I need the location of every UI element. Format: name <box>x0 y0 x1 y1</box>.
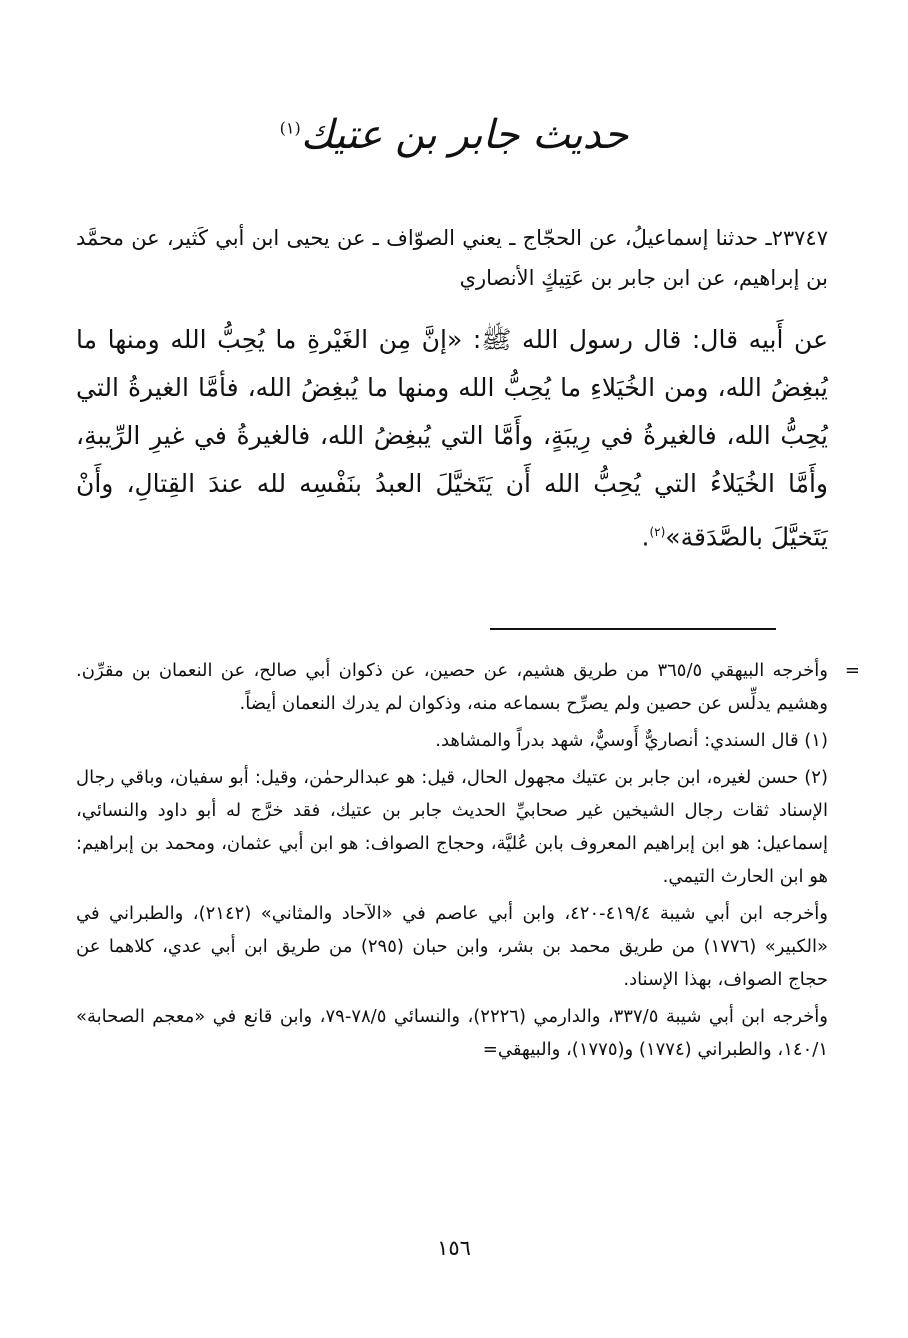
hadith-matn <box>76 316 828 561</box>
hadith-matn-end: . <box>641 522 650 552</box>
hadith-isnad: ٢٣٧٤٧ـ حدثنا إسماعيلُ، عن الحجّاج ـ يعني الصوّاف ـ عن يحيى ابن أبي كَثير، عن محمَّد بن إبراهيم، عن ابن جابر بن عَتِيكٍ الأنصاري <box>76 226 828 290</box>
footnote-1: (١) قال السندي: أنصاريٌّ أَوسيٌّ، شهد بدراً والمشاهد. <box>435 730 828 751</box>
footnote-2-para-2: وأخرجه ابن أبي شيبة ٤١٩/٤-٤٢٠، وابن أبي عاصم في «الآحاد والمثاني» (٢١٤٢)، والطبراني في «الكبير» (١٧٧٦) من طريق محمد بن بشر، وابن حبان (٢٩٥) من طريق ابن أبي عدي، كلاهما عن حجاج الصواف، بهذا الإسناد. <box>76 903 828 990</box>
continuation-mark: = <box>844 660 860 681</box>
heading-title: حديث جابر بن عتيك <box>300 112 629 158</box>
page-number: ١٥٦ <box>437 1236 471 1260</box>
footnote-continued: وأخرجه البيهقي ٣٦٥/٥ من طريق هشيم، عن حصين، عن ذكوان أبي صالح، عن النعمان بن مقرِّن. وهشيم يدلِّس عن حصين ولم يصرِّح بسماعه منه، وذكوان لم يدرك النعمان أيضاً. <box>76 660 828 714</box>
hadith-footnote-ref: (٢) <box>649 525 666 539</box>
heading-footnote-ref: (١) <box>279 118 301 138</box>
hadith-matn-text: عن أَبيه قال: قال رسول الله ﷺ: «إنَّ مِن الغَيْرةِ ما يُحِبُّ الله ومنها ما يُبغِضُ الله، ومن الخُيَلاءِ ما يُحِبُّ الله ومنها ما يُبغِضُ الله، فأمَّا الغيرةُ التي يُحِبُّ الله، فالغيرةُ في رِيبَةٍ، وأَمَّا التي يُبغِضُ الله، فالغيرةُ في غيرِ الرِّيبةِ، وأَمَّا الخُيَلاءُ التي يُحِبُّ الله أَن يَتَخيَّلَ العبدُ بنَفْسِه لله عندَ القِتالِ، وأَنْ يَتَخيَّلَ بالصَّدَقة» <box>76 325 828 552</box>
footnotes <box>76 654 860 1070</box>
section-heading <box>0 112 908 158</box>
main-text <box>76 218 828 561</box>
footnote-separator <box>490 628 776 630</box>
footnote-2-para-3: وأخرجه ابن أبي شيبة ٣٣٧/٥، والدارمي (٢٢٢٦)، والنسائي ٧٨/٥-٧٩، وابن قانع في «معجم الصحابة» ١٤٠/١، والطبراني (١٧٧٤) و(١٧٧٥)، والبيهقي= <box>76 1006 828 1060</box>
footnote-2: (٢) حسن لغيره، ابن جابر بن عتيك مجهول الحال، قيل: هو عبدالرحمٰن، وقيل: أبو سفيان، وباقي رجال الإسناد ثقات رجال الشيخين غير صحابيِّ الحديث جابر بن عتيك، فقد خرَّج له أبو داود والنسائي، إسماعيل: هو ابن إبراهيم المعروف بابن عُليَّة، وحجاج الصواف: هو ابن أبي عثمان، ومحمد بن إبراهيم: هو ابن الحارث التيمي. <box>76 767 828 887</box>
